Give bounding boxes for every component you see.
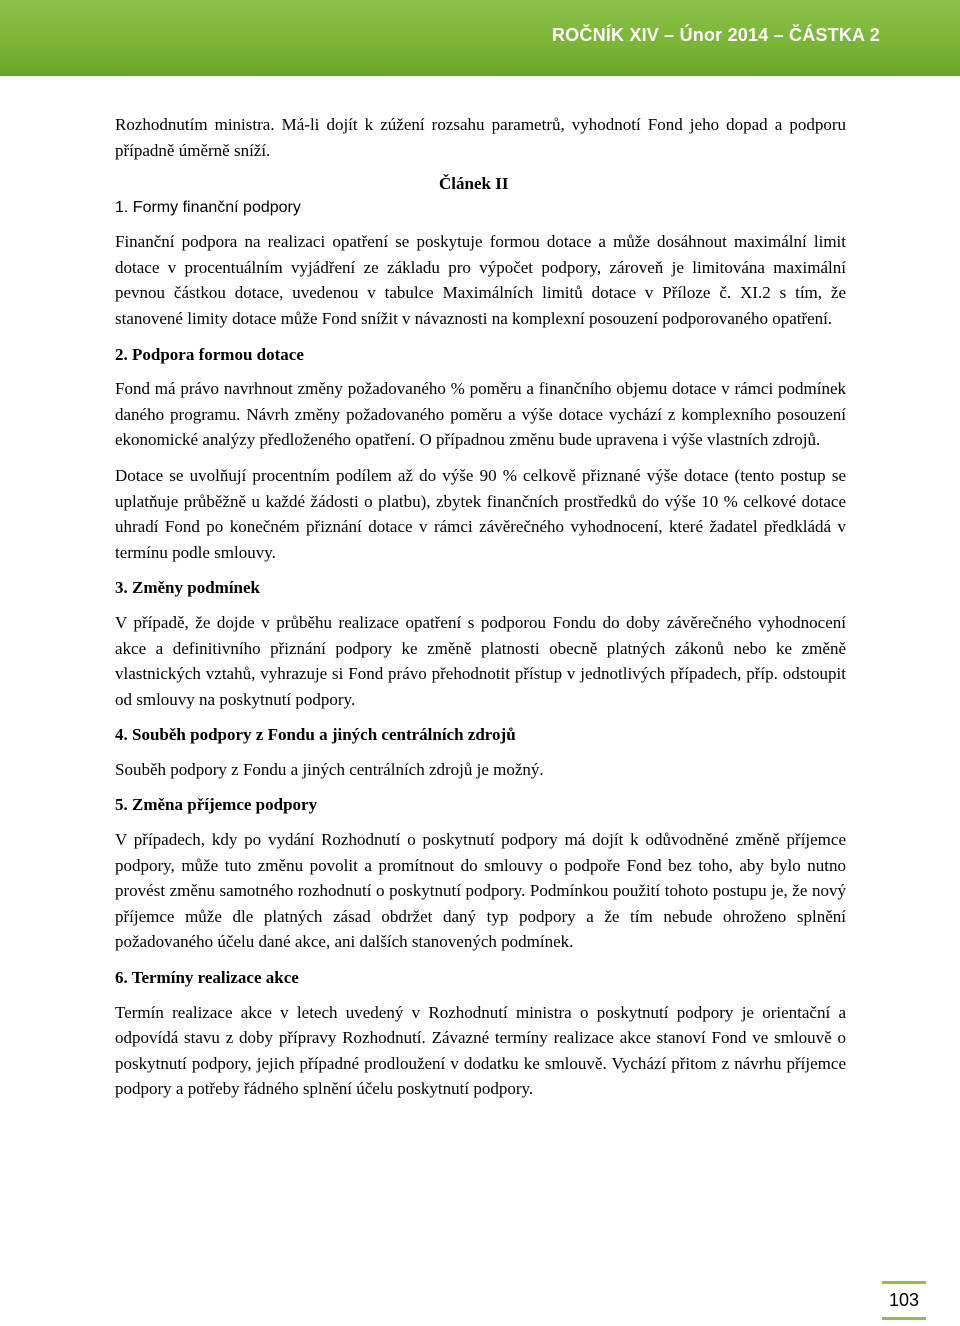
- section-3-paragraph-1: V případě, že dojde v průběhu realizace opatření s podporou Fondu do doby závěrečného vyhodnocení akce a definitivního přiznání podpory ke změně platnosti obecně platných zákonů nebo ke změně vlastnických vztahů, vyhrazuje si Fond právo přehodnotit přístup v jednotlivých případech, příp. odstoupit od smlouvy na poskytnutí podpory.: [115, 612, 846, 709]
- page-number: 103: [888, 1290, 920, 1310]
- section-5-heading: 5. Změna příjemce podpory: [115, 795, 318, 815]
- header-title: ROČNÍK XIV – Únor 2014 – ČÁSTKA 2: [551, 25, 880, 45]
- section-5-paragraph-1: V případech, kdy po vydání Rozhodnutí o poskytnutí podpory má dojít k odůvodněné změně příjemce podpory, může tuto změnu povolit a promítnout do smlouvy o podpoře Fond bez toho, aby bylo nutno provést změnu samotného rozhodnutí o poskytnutí podpory. Podmínkou použití tohoto postupu je, že nový příjemce může dle platných zásad obdržet daný typ podpory a že tím nebude ohroženo splnění požadovaného účelu dané akce, ani dalších stanovených podmínek.: [115, 830, 846, 952]
- section-1-heading: 1. Formy finanční podpory: [115, 199, 301, 217]
- section-6-heading: 6. Termíny realizace akce: [115, 968, 299, 988]
- header-bar: [0, 0, 960, 76]
- section-2-heading: 2. Podpora formou dotace: [115, 344, 304, 364]
- section-4-heading: 4. Souběh podpory z Fondu a jiných centrálních zdrojů: [115, 725, 516, 745]
- intro-paragraph: Rozhodnutím ministra. Má-li dojít k zúžení rozsahu parametrů, vyhodnotí Fond jeho dopad a podporu případně úměrně sníží.: [115, 115, 846, 160]
- section-4-paragraph-1: Souběh podpory z Fondu a jiných centrálních zdrojů je možný.: [115, 759, 544, 779]
- section-2-paragraph-1: Fond má právo navrhnout změny požadovaného % poměru a finančního objemu dotace v rámci podmínek daného programu. Návrh změny požadovaného poměru a výše dotace vychází z komplexního posouzení ekonomické analýzy předloženého opatření. O případnou změnu bude upravena i výše vlastních zdrojů.: [115, 379, 846, 450]
- section-3-heading: 3. Změny podmínek: [115, 578, 260, 598]
- document-body: [115, 112, 846, 1111]
- section-6-paragraph-1: Termín realizace akce v letech uvedený v Rozhodnutí ministra o poskytnutí podpory je orientační a odpovídá stavu z doby přípravy Rozhodnutí. Závazné termíny realizace akce stanoví Fond ve smlouvě o poskytnutí podpory, jejich případné prodloužení v dodatku ke smlouvě. Vychází přitom z návrhu příjemce podpory a potřeby řádného splnění účelu poskytnutí podpory.: [115, 1002, 846, 1099]
- section-1-paragraph-1: Finanční podpora na realizaci opatření se poskytuje formou dotace a může dosáhnout maximální limit dotace v procentuálním vyjádření ze základu pro výpočet podpory, zároveň je limitována maximální pevnou částkou dotace, uvedenou v tabulce Maximálních limitů dotace v Příloze č. XI.2 s tím, že stanovené limity dotace může Fond snížit v návaznosti na komplexní posouzení podporovaného opatření.: [115, 232, 846, 328]
- section-2-paragraph-2: Dotace se uvolňují procentním podílem až do výše 90 % celkově přiznané výše dotace (tento postup se uplatňuje průběžně u každé žádosti o platbu), zbytek finančních prostředků do výše 10 % celkové dotace uhradí Fond po konečném přiznání dotace v rámci závěrečného vyhodnocení, které žadatel předkládá v termínu podle smlouvy.: [115, 465, 846, 562]
- page-number-rule-bottom: [882, 1317, 926, 1320]
- article-title: Článek II: [439, 174, 509, 194]
